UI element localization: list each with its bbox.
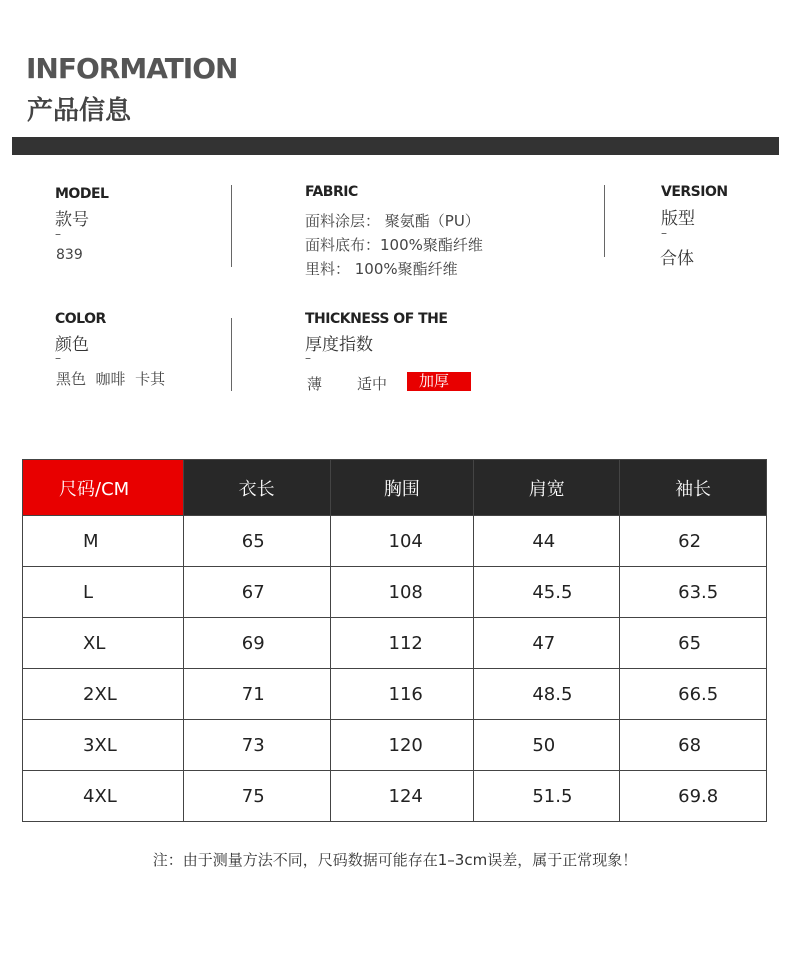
cell-chest: 112: [330, 618, 474, 669]
thickness-label-en: THICKNESS OF THE: [305, 311, 448, 327]
header-sleeve: 袖长: [620, 460, 767, 516]
divider-line: [604, 185, 605, 257]
cell-length: 73: [183, 720, 330, 771]
cell-length: 69: [183, 618, 330, 669]
cell-sleeve: 66.5: [620, 669, 767, 720]
cell-chest: 108: [330, 567, 474, 618]
cell-shoulder: 44: [474, 516, 620, 567]
version-dash: –: [661, 226, 667, 240]
fabric-label-en: FABRIC: [305, 184, 358, 200]
header-shoulder: 肩宽: [474, 460, 620, 516]
model-label-en: MODEL: [55, 186, 109, 202]
color-label-en: COLOR: [55, 311, 106, 327]
measurement-note: 注：由于测量方法不同，尺码数据可能存在1–3cm误差，属于正常现象！: [152, 851, 638, 869]
version-value: 合体: [660, 249, 694, 269]
cell-length: 67: [183, 567, 330, 618]
header-length: 衣长: [183, 460, 330, 516]
cell-shoulder: 45.5: [474, 567, 620, 618]
cell-chest: 104: [330, 516, 474, 567]
color-label-cn: 颜色: [55, 335, 89, 355]
cell-sleeve: 65: [620, 618, 767, 669]
cell-size: XL: [23, 618, 184, 669]
cell-length: 71: [183, 669, 330, 720]
cell-sleeve: 62: [620, 516, 767, 567]
cell-length: 65: [183, 516, 330, 567]
table-row: [23, 618, 767, 669]
cell-size: 2XL: [23, 669, 184, 720]
cell-shoulder: 48.5: [474, 669, 620, 720]
color-dash: –: [55, 351, 61, 365]
fabric-line: 里料： 100%聚酯纤维: [305, 260, 458, 278]
cell-size: L: [23, 567, 184, 618]
thickness-thick-selected: 加厚: [407, 372, 471, 391]
cell-size: M: [23, 516, 184, 567]
color-value: 黑色 咖啡 卡其: [56, 370, 166, 388]
cell-size: 3XL: [23, 720, 184, 771]
size-table-header: [23, 460, 767, 516]
cell-size: 4XL: [23, 771, 184, 822]
model-value: 839: [56, 247, 83, 263]
cell-chest: 124: [330, 771, 474, 822]
table-row: [23, 720, 767, 771]
fabric-line: 面料底布：100%聚酯纤维: [305, 236, 483, 254]
table-row: [23, 516, 767, 567]
header-divider-bar: [12, 137, 779, 155]
cell-sleeve: 68: [620, 720, 767, 771]
title-english: INFORMATION: [26, 52, 238, 85]
divider-line: [231, 318, 232, 391]
cell-chest: 116: [330, 669, 474, 720]
cell-sleeve: 69.8: [620, 771, 767, 822]
thickness-thin: 薄: [307, 375, 323, 393]
size-table: [22, 459, 767, 822]
cell-shoulder: 47: [474, 618, 620, 669]
version-label-cn: 版型: [661, 209, 695, 229]
cell-sleeve: 63.5: [620, 567, 767, 618]
thickness-dash: –: [305, 351, 311, 365]
fabric-line: 面料涂层： 聚氨酯（PU）: [305, 212, 480, 230]
header-chest: 胸围: [330, 460, 474, 516]
table-row: [23, 567, 767, 618]
cell-chest: 120: [330, 720, 474, 771]
title-chinese: 产品信息: [27, 96, 132, 126]
header-size: 尺码/CM: [23, 460, 184, 516]
table-row: [23, 669, 767, 720]
table-row: [23, 771, 767, 822]
version-label-en: VERSION: [661, 184, 728, 200]
model-dash: –: [55, 227, 61, 241]
thickness-label-cn: 厚度指数: [305, 335, 373, 355]
divider-line: [231, 185, 232, 267]
model-label-cn: 款号: [55, 210, 89, 230]
cell-shoulder: 50: [474, 720, 620, 771]
cell-shoulder: 51.5: [474, 771, 620, 822]
cell-length: 75: [183, 771, 330, 822]
thickness-medium: 适中: [357, 375, 388, 393]
